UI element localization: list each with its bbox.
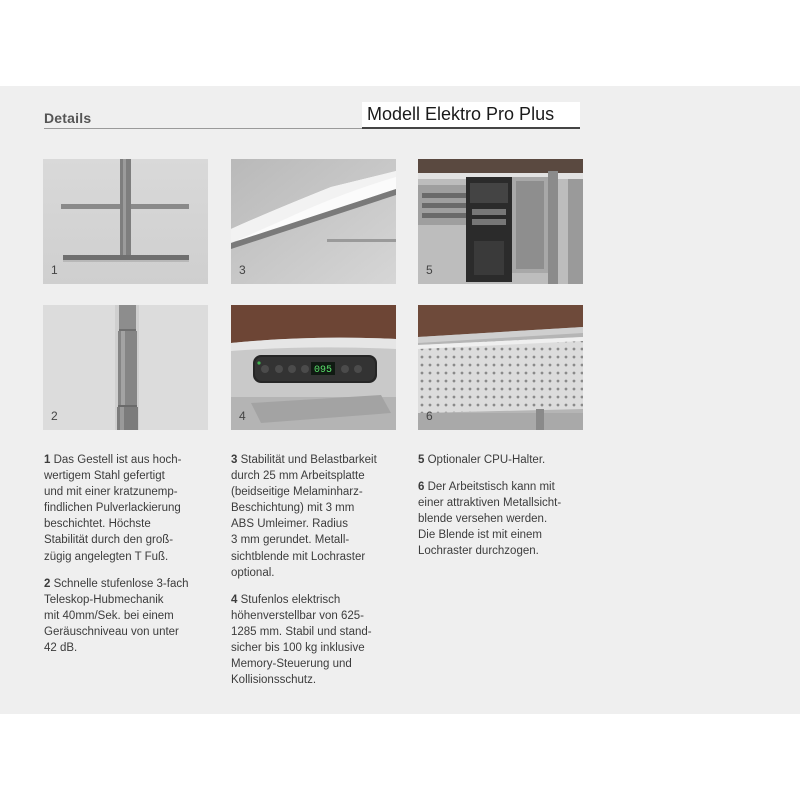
description-line: mit 40mm/Sek. bei einem (44, 609, 174, 622)
description-line: Die Blende ist mit einem (418, 529, 542, 542)
description-5: 5 Optionaler CPU-Halter. (418, 454, 546, 466)
description-line: optional. (231, 566, 275, 579)
description-line: Stabilität durch den groß- (44, 534, 174, 547)
description-line: Geräuschniveau von unter (44, 625, 179, 638)
photo-cpu-holder (418, 159, 583, 284)
description-line: Memory-Steuerung und (231, 658, 352, 671)
description-line: ABS Umleimer. Radius (231, 518, 348, 531)
description-line: findlichen Pulverlackierung (44, 502, 181, 515)
text-column-3 (418, 452, 561, 560)
photo-number: 4 (239, 409, 246, 423)
details-heading: Details (44, 110, 92, 126)
description-line: Teleskop-Hubmechanik (44, 593, 164, 606)
photo-number: 3 (239, 263, 246, 277)
description-line: Kollisionsschutz. (231, 674, 317, 687)
photo-number: 2 (51, 409, 58, 423)
description-line: sichtblende mit Lochraster (231, 550, 366, 563)
description-line: Lochraster durchzogen. (418, 545, 539, 558)
description-line: und mit einer kratzunemp- (44, 486, 178, 499)
description-line: sicher bis 100 kg inklusive (231, 642, 365, 655)
photo-number: 5 (426, 263, 433, 277)
description-1: 1 Das Gestell ist aus hoch- (44, 454, 182, 466)
description-line: (beidseitige Melaminharz- (231, 486, 363, 499)
description-line: blende versehen werden. (418, 513, 548, 526)
description-line: 3 mm gerundet. Metall- (231, 534, 350, 547)
photo-number: 6 (426, 409, 433, 423)
description-3: 3 Stabilität und Belastbarkeit (231, 454, 377, 466)
description-2: 2 Schnelle stufenlose 3-fach (44, 577, 189, 590)
model-title: Modell Elektro Pro Plus (367, 104, 555, 124)
photo-frame-t-foot (43, 159, 208, 284)
description-line: wertigem Stahl gefertigt (44, 470, 165, 483)
photo-memory-control (231, 305, 396, 430)
text-column-1 (44, 452, 189, 656)
description-line: beschichtet. Höchste (44, 518, 151, 531)
photo-number: 1 (51, 263, 58, 277)
description-line: durch 25 mm Arbeitsplatte (231, 470, 365, 483)
description-line: zügig angelegten T Fuß. (44, 550, 169, 563)
display-readout: 095 (314, 365, 333, 376)
text-column-2 (231, 452, 377, 688)
description-line: höhenverstellbar von 625- (231, 609, 364, 622)
description-line: einer attraktiven Metallsicht- (418, 497, 562, 510)
description-line: 1285 mm. Stabil und stand- (231, 625, 372, 638)
description-line: Beschichtung) mit 3 mm (231, 502, 355, 515)
photo-perforated-panel (418, 305, 583, 430)
description-line: 42 dB. (44, 642, 78, 655)
description-4: 4 Stufenlos elektrisch (231, 593, 341, 606)
description-6: 6 Der Arbeitstisch kann mit (418, 481, 555, 494)
photo-telescopic-column (43, 305, 208, 430)
photo-desk-corner (231, 159, 396, 284)
